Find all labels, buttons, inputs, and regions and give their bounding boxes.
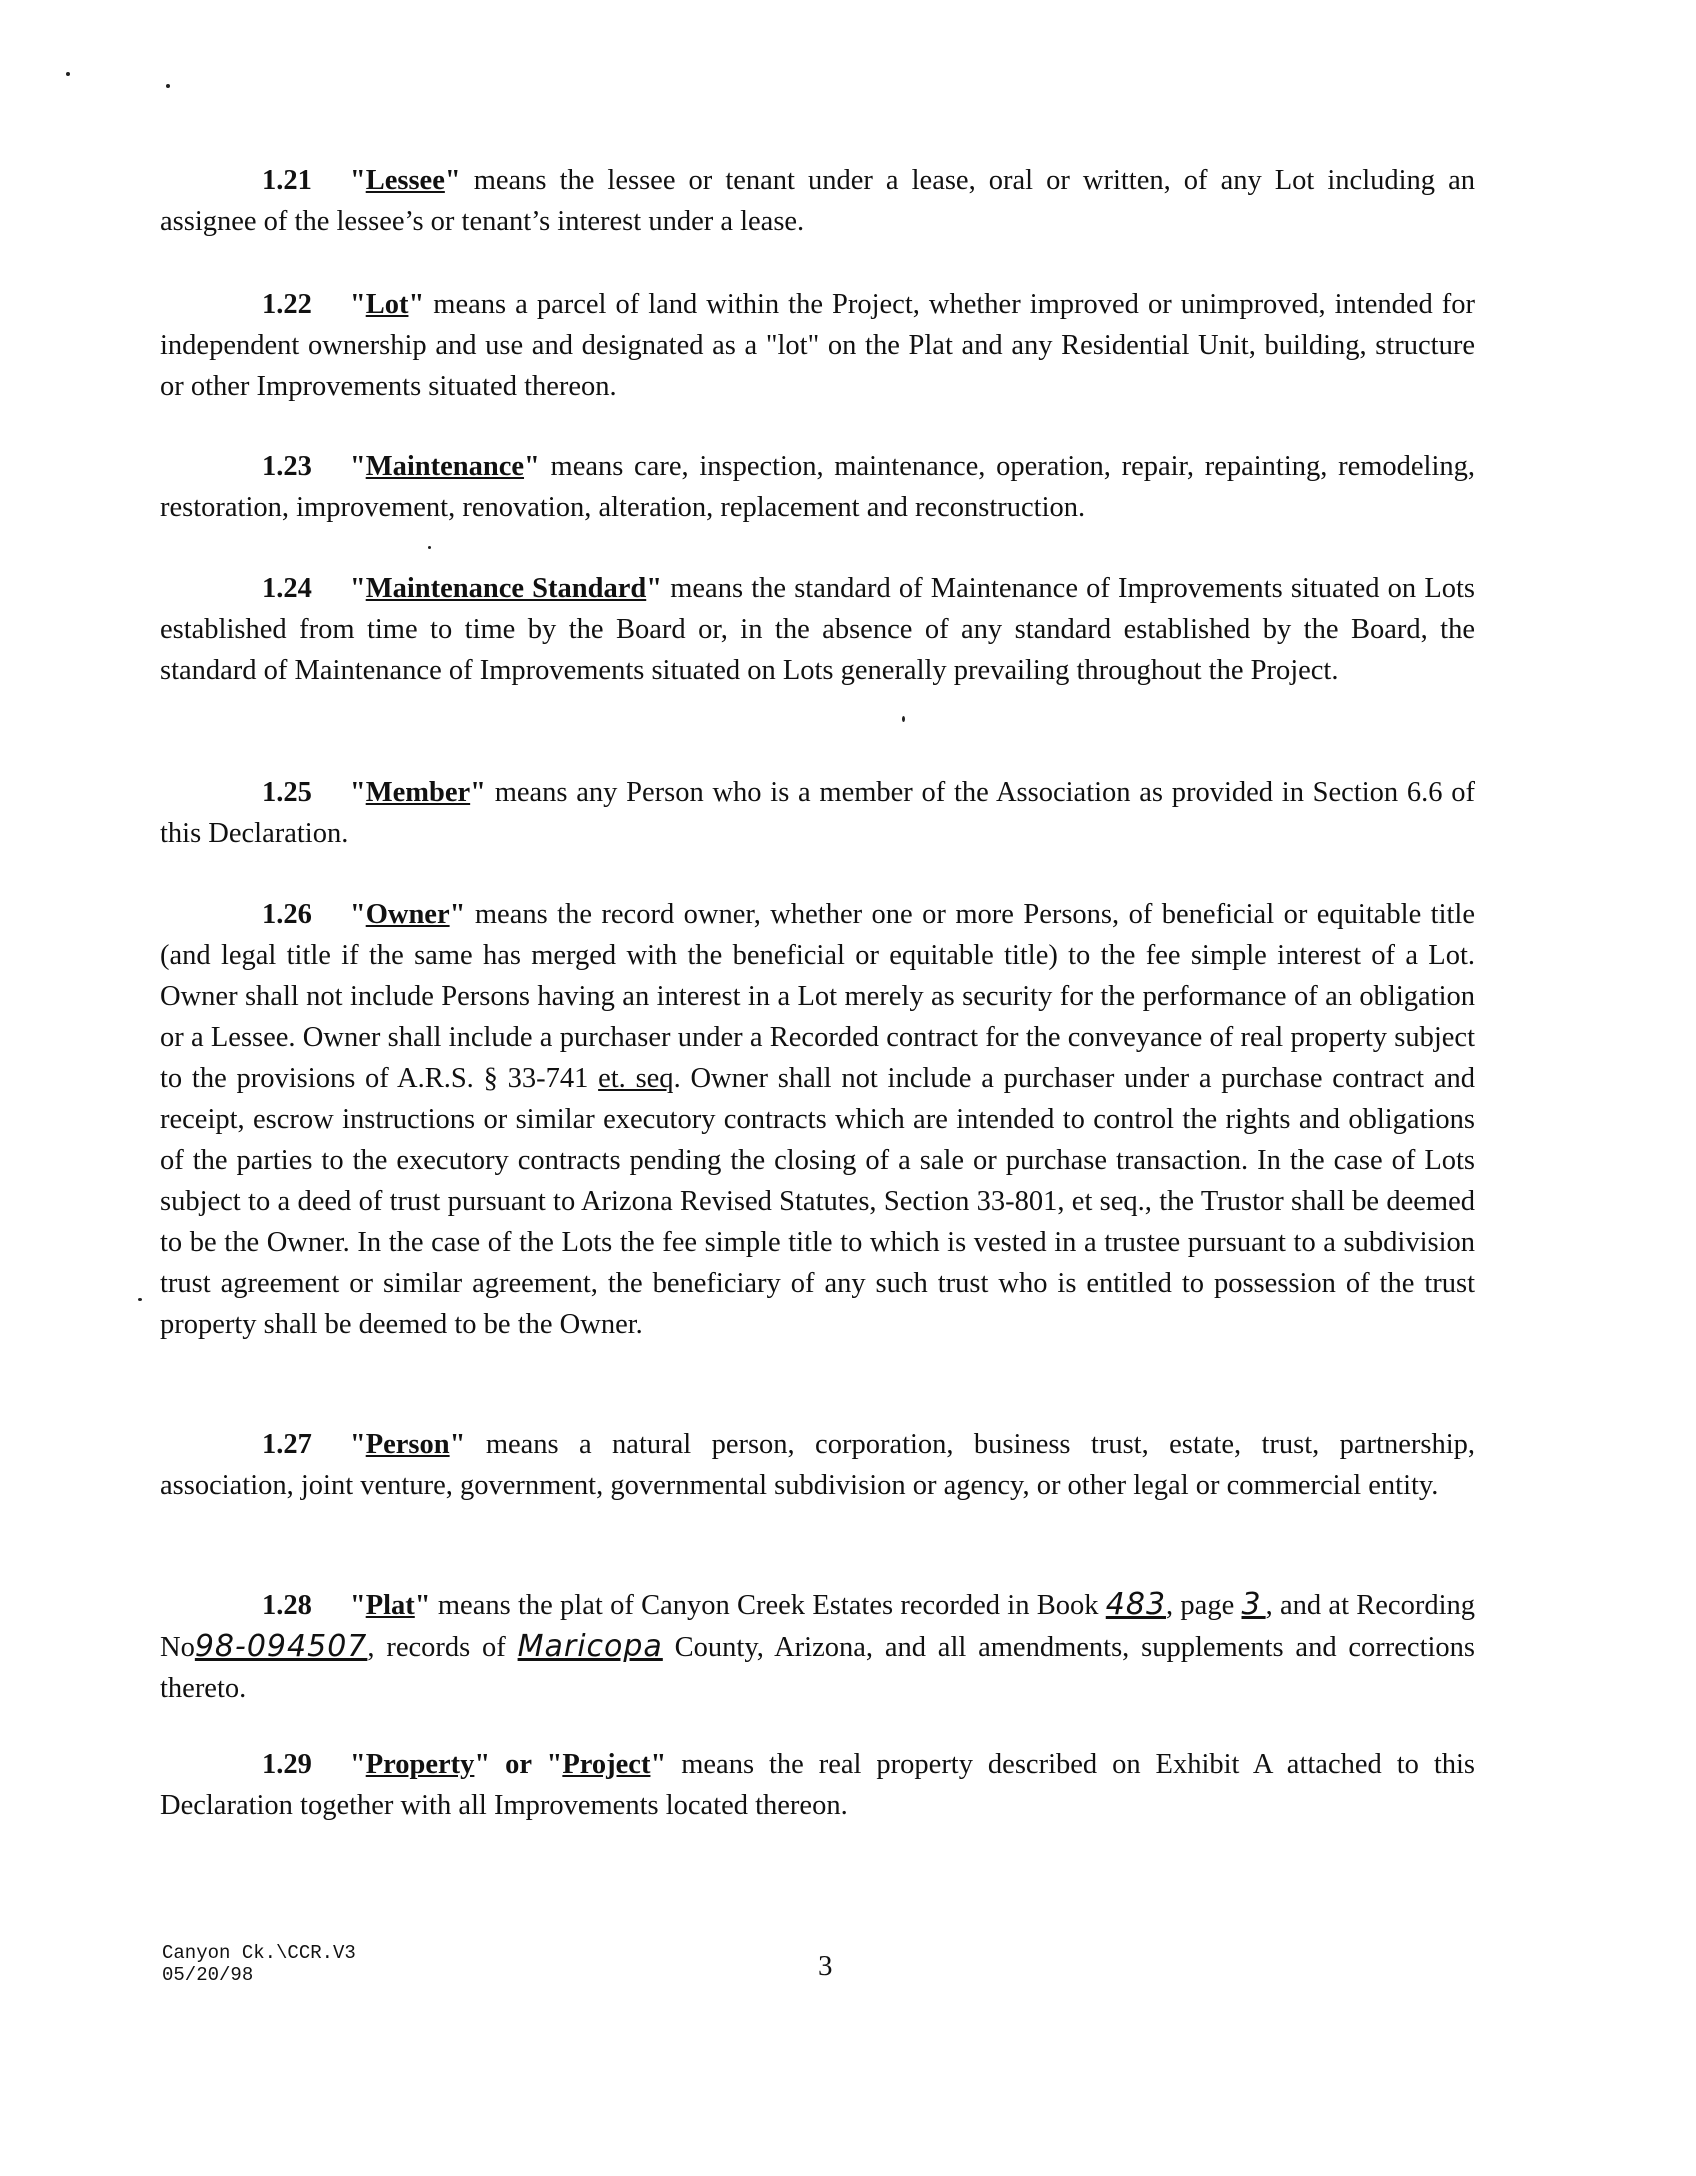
section-1-22: 1.22 "Lot" means a parcel of land within the Project, whether improved or unimproved, intended for independent ownership and use and designated as a "lot" on the Plat and any Residential Unit, building, structure or other Improvements situated thereon. (160, 284, 1475, 407)
section-text: , page (1166, 1590, 1242, 1621)
section-1-25: 1.25 "Member" means any Person who is a member of the Association as provided in Section 6.6 of this Declaration. (160, 772, 1475, 854)
scan-speck (138, 1298, 142, 1301)
section-text: means a parcel of land within the Project, whether improved or unimproved, intended for independent ownership and use and designated as a "lot" on the Plat and any Residential Unit, building, structure or other Improvements situated thereon. (160, 289, 1475, 402)
section-1-23: 1.23 "Maintenance" means care, inspection, maintenance, operation, repair, repainting, remodeling, restoration, improvement, renovation, alteration, replacement and reconstruction. (160, 446, 1475, 528)
scan-speck (166, 84, 170, 88)
section-text: . Owner shall not include a purchaser under a purchase contract and receipt, escrow instructions or similar executory contracts which are intended to control the rights and obligations of the parties to the executory contracts pending the closing of a sale or purchase transaction. In the case of Lots subject to a deed of trust pursuant to Arizona Revised Statutes, Section 33-801, et seq., the Trustor shall be deemed to be the Owner. In the case of the Lots the fee simple title to which is vested in a trustee pursuant to a subdivision trust agreement or similar agreement, the beneficiary of any such trust who is entitled to possession of the trust property shall be deemed to be the Owner. (160, 1063, 1475, 1340)
defined-term: Owner (365, 899, 450, 930)
scan-speck (66, 72, 70, 76)
defined-term: Maintenance (365, 451, 525, 482)
section-text: means the plat of Canyon Creek Estates recorded in Book (430, 1590, 1106, 1621)
section-1-28: 1.28 "Plat" means the plat of Canyon Creek Estates recorded in Book 483, page 3, and at Recording No98-094507, records of Maricopa County, Arizona, and all amendments, supplements and corrections thereto. (160, 1587, 1475, 1704)
section-number: 1.28 (262, 1590, 312, 1621)
scan-speck (428, 546, 431, 549)
section-text: , records of (367, 1632, 518, 1663)
page-number: 3 (818, 1950, 833, 1982)
defined-term: Lessee (365, 165, 445, 196)
section-number: 1.29 (262, 1749, 312, 1780)
defined-term: Property (365, 1749, 475, 1780)
section-number: 1.21 (262, 165, 312, 196)
section-number: 1.22 (262, 289, 312, 320)
defined-term: Project (562, 1749, 651, 1780)
scan-speck (902, 716, 905, 722)
section-text: County, Arizona, and all amendments, supplements and corrections thereto. (160, 1632, 1475, 1704)
section-1-26: 1.26 "Owner" means the record owner, whether one or more Persons, of beneficial or equitable title (and legal title if the same has merged with the beneficial or equitable title) to the fee simple interest of a Lot. Owner shall not include Persons having an interest in a Lot merely as security for the performance of an obligation or a Lessee. Owner shall include a purchaser under a Recorded contract for the conveyance of real property subject to the provisions of A.R.S. § 33-741 et. seq. Owner shall not include a purchaser under a purchase contract and receipt, escrow instructions or similar executory contracts which are intended to control the rights and obligations of the parties to the executory contracts pending the closing of a sale or purchase transaction. In the case of Lots subject to a deed of trust pursuant to Arizona Revised Statutes, Section 33-801, et seq., the Trustor shall be deemed to be the Owner. In the case of the Lots the fee simple title to which is vested in a trustee pursuant to a subdivision trust agreement or similar agreement, the beneficiary of any such trust who is entitled to possession of the trust property shall be deemed to be the Owner. (160, 894, 1475, 1345)
section-text: means the record owner, whether one or more Persons, of beneficial or equitable title (and legal title if the same has merged with the beneficial or equitable title) to the fee simple interest of a Lot. Owner shall not include Persons having an interest in a Lot merely as security for the performance of an obligation or a Lessee. Owner shall include a purchaser under a Recorded contract for the conveyance of real property subject to the provisions of A.R.S. § 33-741 (160, 899, 1475, 1094)
section-text: , and at Recording No (160, 1590, 1475, 1663)
section-number: 1.25 (262, 777, 312, 808)
section-text: means the standard of Maintenance of Improvements situated on Lots established from time to time by the Board or, in the absence of any standard established by the Board, the standard of Maintenance of Improvements situated on Lots generally prevailing throughout the Project. (160, 573, 1475, 686)
section-text: means the lessee or tenant under a lease, oral or written, of any Lot including an assignee of the lessee’s or tenant’s interest under a lease. (160, 165, 1475, 237)
section-1-27: 1.27 "Person" means a natural person, corporation, business trust, estate, trust, partnership, association, joint venture, government, governmental subdivision or agency, or other legal or commercial entity. (160, 1424, 1475, 1506)
footer-file-info (162, 1942, 356, 1986)
footer-date: 05/20/98 (162, 1964, 254, 1986)
section-1-21: 1.21 "Lessee" means the lessee or tenant under a lease, oral or written, of any Lot including an assignee of the lessee’s or tenant’s interest under a lease. (160, 160, 1475, 242)
section-text: means any Person who is a member of the Association as provided in Section 6.6 of this Declaration. (160, 777, 1475, 849)
section-number: 1.24 (262, 573, 312, 604)
handwritten-county: Maricopa (517, 1629, 663, 1664)
section-text: means a natural person, corporation, business trust, estate, trust, partnership, association, joint venture, government, governmental subdivision or agency, or other legal or commercial entity. (160, 1429, 1475, 1501)
section-number: 1.26 (262, 899, 312, 930)
defined-term: Person (365, 1429, 450, 1460)
or-connector: or (490, 1749, 547, 1780)
defined-term: Maintenance Standard (365, 573, 647, 604)
section-1-24: 1.24 "Maintenance Standard" means the standard of Maintenance of Improvements situated on Lots established from time to time by the Board or, in the absence of any standard established by the Board, the standard of Maintenance of Improvements situated on Lots generally prevailing throughout the Project. (160, 568, 1475, 691)
section-number: 1.23 (262, 451, 312, 482)
defined-term: Plat (365, 1590, 415, 1621)
defined-term: Lot (365, 289, 409, 320)
section-number: 1.27 (262, 1429, 312, 1460)
handwritten-recording-number: 98-094507 (194, 1629, 368, 1664)
defined-term: Member (365, 777, 471, 808)
handwritten-page-number: 3 (1241, 1587, 1266, 1622)
handwritten-book-number: 483 (1105, 1587, 1167, 1622)
section-text: means the real property described on Exhibit A attached to this Declaration together with all Improvements located thereon. (160, 1749, 1476, 1821)
section-text: means care, inspection, maintenance, operation, repair, repainting, remodeling, restoration, improvement, renovation, alteration, replacement and reconstruction. (160, 451, 1475, 523)
footer-file-name: Canyon Ck.\CCR.V3 (162, 1942, 356, 1964)
section-1-29: 1.29 "Property" or "Project" means the real property described on Exhibit A attached to this Declaration together with all Improvements located thereon. (160, 1744, 1475, 1826)
et-seq-text: et. seq (598, 1063, 674, 1094)
